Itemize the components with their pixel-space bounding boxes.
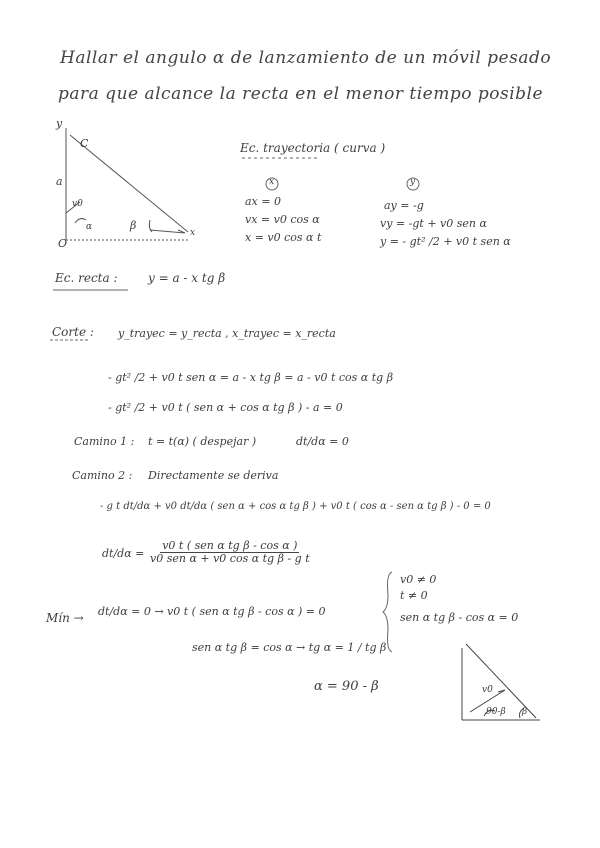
path-1-label: Camino 1 :	[74, 435, 135, 448]
y-line-2: vy = -gt + v0 sen α	[380, 217, 487, 230]
min-label: Mín →	[46, 611, 84, 625]
x-line-2: vx = v0 cos α	[245, 213, 320, 226]
cut-condition: y_trayec = y_recta , x_trayec = x_recta	[118, 327, 336, 340]
dtda-lhs: dt/dα =	[102, 547, 145, 560]
title-line-2: para que alcance la recta en el menor tiempo posible	[58, 84, 544, 104]
y-column-header: y	[410, 177, 416, 187]
cut-label: Corte :	[52, 325, 94, 339]
y-line-3: y = - gt² /2 + v0 t sen α	[380, 235, 511, 248]
dtda-numerator: v0 t ( sen α tg β - cos α )	[162, 539, 298, 552]
path-2-label: Camino 2 :	[72, 469, 133, 482]
tan-equation: sen α tg β = cos α → tg α = 1 / tg β	[192, 641, 387, 654]
curve-label: C	[80, 137, 89, 150]
path-1-text: t = t(α) ( despejar )	[148, 435, 257, 448]
cut-eq-1: - gt² /2 + v0 t sen α = a - x tg β = a - v0 t cos α tg β	[108, 371, 394, 384]
x-line-1: ax = 0	[245, 195, 281, 208]
path-1-derivative: dt/dα = 0	[296, 435, 349, 448]
y-axis-label: y	[56, 117, 63, 130]
min-equation: dt/dα = 0 → v0 t ( sen α tg β - cos α ) = 0	[98, 605, 326, 618]
dtda-fraction	[148, 540, 312, 564]
cut-eq-2: - gt² /2 + v0 t ( sen α + cos α tg β ) - a = 0	[108, 401, 343, 414]
line-eq-label: Ec. recta :	[55, 271, 118, 285]
final-result: α = 90 - β	[314, 679, 379, 694]
trajectory-heading: Ec. trayectoria ( curva )	[240, 141, 386, 155]
diagram-2-velocity-label: v0	[482, 685, 493, 695]
condition-v0: v0 ≠ 0	[400, 573, 437, 586]
x-axis-label: x	[190, 228, 196, 238]
title-line-1: Hallar el angulo α de lanzamiento de un móvil pesado	[60, 48, 552, 68]
derivative-equation: - g t dt/dα + v0 dt/dα ( sen α + cos α tg β ) + v0 t ( cos α - sen α tg β ) - 0 = 0	[100, 501, 491, 512]
launch-angle-label: α	[86, 222, 93, 232]
velocity-label: v0	[72, 199, 83, 209]
y-line-1: ay = -g	[384, 199, 424, 212]
condition-main: sen α tg β - cos α = 0	[400, 611, 519, 624]
dtda-denominator: v0 sen α + v0 cos α tg β - g t	[150, 551, 310, 565]
x-line-3: x = v0 cos α t	[245, 231, 322, 244]
slope-angle-label: β	[130, 219, 137, 232]
x-column-header: x	[269, 177, 275, 187]
diagram-2-angle-label: 90-β	[486, 707, 506, 717]
path-2-text: Directamente se deriva	[148, 469, 279, 482]
line-equation: y = a - x tg β	[148, 271, 226, 285]
condition-t: t ≠ 0	[400, 589, 428, 602]
origin-label: O	[58, 237, 68, 250]
diagram-2-slope-angle: β	[522, 707, 528, 717]
height-label: a	[56, 175, 63, 188]
